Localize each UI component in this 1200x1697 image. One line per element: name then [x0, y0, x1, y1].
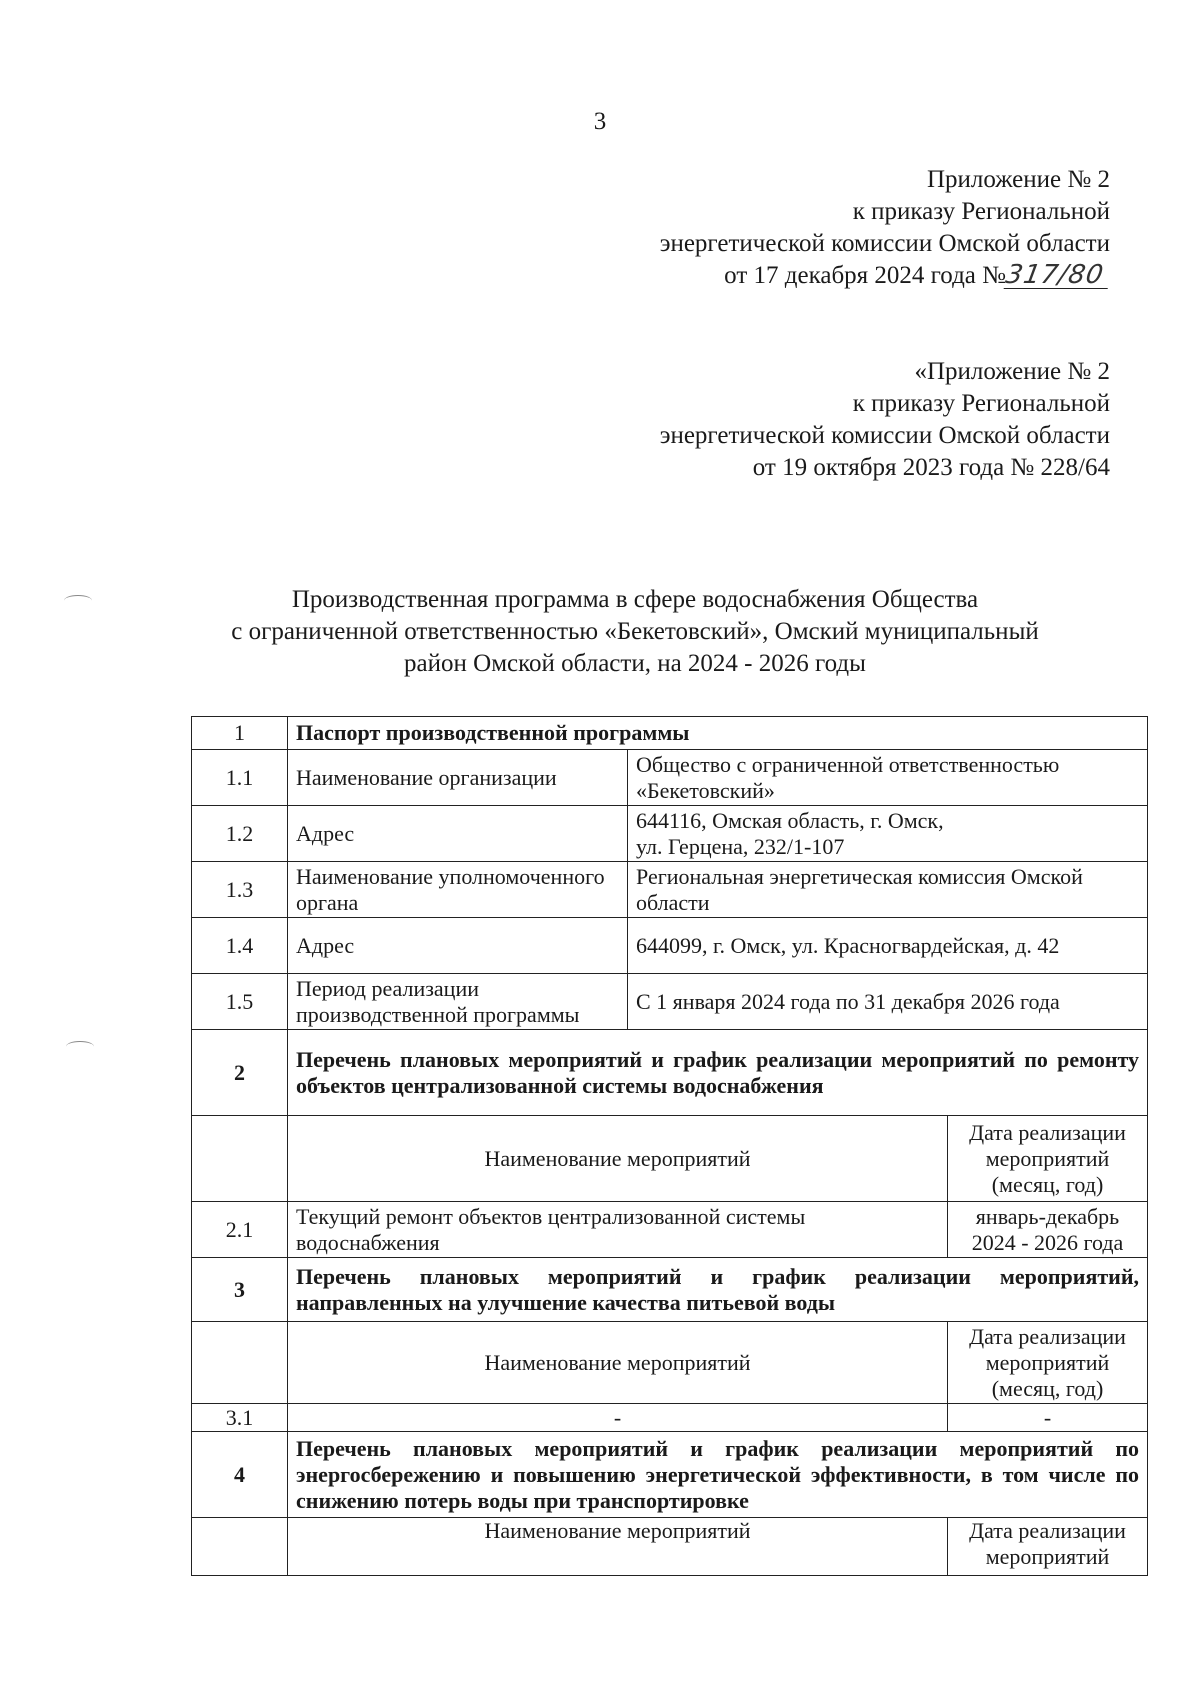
appendix-line: энергетической комиссии Омской области — [659, 422, 1110, 449]
column-header-name: Наименование мероприятий — [288, 1518, 948, 1576]
table-row — [192, 1258, 1148, 1322]
title-line: район Омской области, на 2024 - 2026 годы — [404, 650, 866, 677]
column-header-date: Дата реализации мероприятий (месяц, год) — [948, 1322, 1148, 1404]
section-title: Паспорт производственной программы — [288, 717, 1148, 750]
column-header-name: Наименование мероприятий — [288, 1116, 948, 1202]
table-row — [192, 918, 1148, 974]
appendix-date-line — [660, 260, 1110, 292]
section-number: 1 — [192, 717, 288, 750]
title-line: Производственная программа в сфере водоснабжения Общества — [291, 586, 979, 613]
scan-artifact — [66, 1041, 94, 1052]
row-number — [192, 1518, 288, 1576]
row-label: Период реализации производственной программы — [288, 974, 628, 1030]
measure-name: Текущий ремонт объектов централизованной системы водоснабжения — [288, 1202, 948, 1258]
row-value: Региональная энергетическая комиссия Омской области — [628, 862, 1148, 918]
appendix-header-current — [660, 164, 1110, 292]
row-value: С 1 января 2024 года по 31 декабря 2026 года — [628, 974, 1148, 1030]
row-label: Наименование организации — [288, 750, 628, 806]
document-title — [160, 584, 1110, 680]
column-header-date: Дата реализации мероприятий (месяц, год) — [948, 1116, 1148, 1202]
row-number: 1.5 — [192, 974, 288, 1030]
title-line: с ограниченной ответственностью «Бекетовский», Омский муниципальный — [231, 618, 1039, 645]
table-row — [192, 1518, 1148, 1576]
section-title: Перечень плановых мероприятий и график реализации мероприятий, направленных на улучшение качества питьевой воды — [288, 1258, 1148, 1322]
row-value — [628, 806, 1148, 862]
row-number: 3.1 — [192, 1404, 288, 1432]
section-title: Перечень плановых мероприятий и график реализации мероприятий по энергосбережению и повышению энергетической эффективности, в том числе по снижению потерь воды при транспортировке — [288, 1432, 1148, 1518]
table-row — [192, 1202, 1148, 1258]
appendix-line: к приказу Региональной — [852, 198, 1110, 225]
table-row — [192, 806, 1148, 862]
measure-date: январь-декабрь 2024 - 2026 года — [948, 1202, 1148, 1258]
table-row — [192, 974, 1148, 1030]
table-row — [192, 750, 1148, 806]
table-row — [192, 1322, 1148, 1404]
row-number — [192, 1116, 288, 1202]
table-row — [192, 1432, 1148, 1518]
value-line: 644116, Омская область, г. Омск, — [636, 807, 944, 833]
appendix-line: к приказу Региональной — [852, 390, 1110, 417]
row-number: 1.3 — [192, 862, 288, 918]
row-label: Адрес — [288, 918, 628, 974]
row-value: 644099, г. Омск, ул. Красногвардейская, д. 42 — [628, 918, 1148, 974]
section-number: 2 — [192, 1030, 288, 1116]
row-number: 1.1 — [192, 750, 288, 806]
section-title: Перечень плановых мероприятий и график реализации мероприятий по ремонту объектов централизованной системы водоснабжения — [288, 1030, 1148, 1116]
appendix-line: «Приложение № 2 — [914, 358, 1110, 385]
row-label: Адрес — [288, 806, 628, 862]
table-row — [192, 1404, 1148, 1432]
value-line: ул. Герцена, 232/1-107 — [636, 833, 845, 859]
row-number — [192, 1322, 288, 1404]
table-row — [192, 717, 1148, 750]
measure-name: - — [288, 1404, 948, 1432]
section-number: 3 — [192, 1258, 288, 1322]
table-row — [192, 1116, 1148, 1202]
appendix-header-original — [660, 356, 1110, 484]
row-value: Общество с ограниченной ответственностью «Бекетовский» — [628, 750, 1148, 806]
row-number: 1.2 — [192, 806, 288, 862]
table-row — [192, 862, 1148, 918]
production-program-table — [191, 716, 1148, 1576]
appendix-line: от 19 октября 2023 года № 228/64 — [752, 454, 1110, 481]
table-row — [192, 1030, 1148, 1116]
measure-date: - — [948, 1404, 1148, 1432]
row-number: 1.4 — [192, 918, 288, 974]
section-number: 4 — [192, 1432, 288, 1518]
row-label: Наименование уполномоченного органа — [288, 862, 628, 918]
appendix-line: Приложение № 2 — [926, 166, 1110, 193]
handwritten-order-number: 317/80 — [1004, 262, 1113, 289]
column-header-name: Наименование мероприятий — [288, 1322, 948, 1404]
appendix-date: от 17 декабря 2024 года № — [724, 262, 1006, 289]
column-header-date: Дата реализации мероприятий — [948, 1518, 1148, 1576]
page-number: 3 — [593, 108, 607, 135]
appendix-line: энергетической комиссии Омской области — [659, 230, 1110, 257]
scan-artifact — [64, 595, 92, 606]
row-number: 2.1 — [192, 1202, 288, 1258]
